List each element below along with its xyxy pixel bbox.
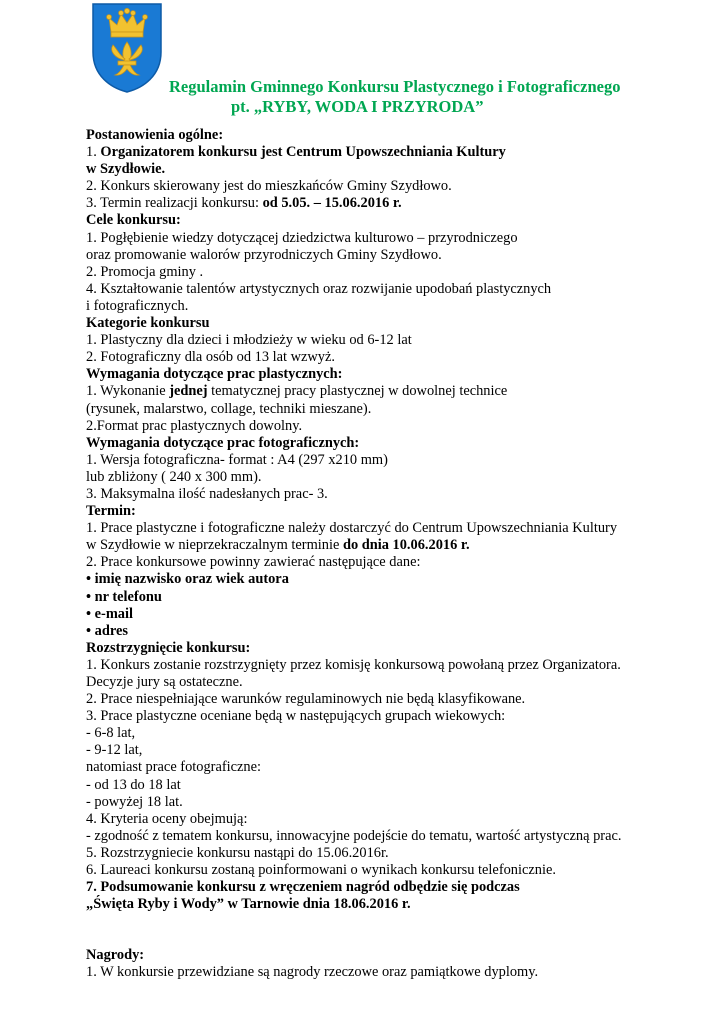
- text-line: [86, 589, 706, 606]
- text-line: [86, 947, 706, 964]
- text: (rysunek, malarstwo, collage, techniki mieszane).: [86, 400, 372, 417]
- text: 3. Maksymalna ilość nadesłanych prac- 3.: [86, 485, 328, 502]
- text-line: [86, 520, 706, 537]
- bold-text: Termin:: [86, 503, 136, 520]
- text-line: [86, 418, 706, 435]
- text-line: [86, 315, 706, 332]
- text: 1. Wersja fotograficzna- format : A4 (297 x210 mm): [86, 451, 388, 468]
- text-line: [86, 777, 706, 794]
- text-line: [86, 281, 706, 298]
- bold-text: do dnia 10.06.2016 r.: [342, 537, 470, 554]
- text-line: [86, 298, 706, 315]
- text-line: [86, 811, 706, 828]
- text-line: [86, 674, 706, 691]
- text-line: [86, 691, 706, 708]
- text-line: [86, 247, 706, 264]
- text: 6. Laureaci konkursu zostaną poinformowani o wynikach konkursu telefonicznie.: [86, 862, 556, 879]
- text: 2. Prace niespełniające warunków regulaminowych nie będą klasyfikowane.: [86, 691, 526, 708]
- text: Decyzje jury są ostateczne.: [86, 674, 243, 690]
- text: 1. Plastyczny dla dzieci i młodzieży w wieku od 6-12 lat: [86, 332, 412, 349]
- text-line: [86, 195, 706, 212]
- text-line: [86, 879, 706, 896]
- text: 1.: [86, 144, 101, 161]
- text-line: [86, 742, 706, 759]
- text-line: [86, 127, 706, 144]
- text: - od 13 do 18 lat: [86, 776, 181, 793]
- text: 2. Konkurs skierowany jest do mieszkańców Gminy Szydłowo.: [86, 178, 452, 195]
- text: 2. Fotograficzny dla osób od 13 lat wzwyż.: [86, 349, 335, 366]
- bold-text: • imię nazwisko oraz wiek autora: [86, 571, 289, 588]
- text-line: [86, 212, 706, 229]
- bold-text: Wymagania dotyczące prac fotograficznych:: [86, 434, 360, 451]
- text: 2. Prace konkursowe powinny zawierać następujące dane:: [86, 554, 421, 571]
- text-line: [86, 964, 706, 981]
- text: 5. Rozstrzygniecie konkursu nastąpi do 15.06.2016r.: [86, 844, 389, 861]
- text-line: [86, 366, 706, 383]
- text-line: [86, 435, 706, 452]
- text-line: [86, 657, 706, 674]
- text-line: [86, 264, 706, 281]
- text: - zgodność z tematem konkursu, innowacyjne podejście do tematu, wartość artystyczną prac.: [86, 827, 622, 844]
- bold-text: • e-mail: [86, 605, 133, 622]
- text: 1. Prace plastyczne i fotograficzne należy dostarczyć do Centrum Upowszechniania Kultury: [86, 520, 618, 537]
- text: 1. Pogłębienie wiedzy dotyczącej dziedzictwa kulturowo – przyrodniczego: [86, 229, 518, 246]
- text: 1. Konkurs zostanie rozstrzygnięty przez komisję konkursową powołaną przez Organizatora.: [86, 656, 621, 673]
- text: 1. Wykonanie: [86, 383, 170, 400]
- text: tematycznej pracy plastycznej w dowolnej technice: [207, 383, 508, 400]
- text-line: [86, 554, 706, 571]
- text-line: [86, 178, 706, 195]
- text-line: [86, 401, 706, 418]
- document-title: Regulamin Gminnego Konkursu Plastycznego i Fotograficznego: [169, 77, 621, 96]
- blank-gap: [86, 913, 706, 947]
- text: 4. Kształtowanie talentów artystycznych oraz rozwijanie upodobań plastycznych: [86, 280, 552, 297]
- bold-text: Rozstrzygnięcie konkursu:: [86, 639, 251, 656]
- text-line: [86, 708, 706, 725]
- text: lub zbliżony ( 240 x 300 mm).: [86, 468, 262, 485]
- bold-text: Cele konkursu:: [86, 212, 181, 229]
- bold-text: od 5.05. – 15.06.2016 r.: [262, 195, 402, 212]
- text: - powyżej 18 lat.: [86, 793, 183, 810]
- text: i fotograficznych.: [86, 297, 189, 314]
- text: 1. W konkursie przewidziane są nagrody rzeczowe oraz pamiątkowe dyplomy.: [86, 964, 539, 981]
- text: - 6-8 lat,: [86, 725, 136, 742]
- text: 3. Prace plastyczne oceniane będą w następujących grupach wiekowych:: [86, 708, 506, 725]
- bold-text: • adres: [86, 622, 128, 639]
- text-line: [86, 161, 706, 178]
- text: natomiast prace fotograficzne:: [86, 759, 261, 776]
- document-subtitle: pt. „RYBY, WODA I PRZYRODA”: [231, 97, 484, 116]
- text-line: [86, 725, 706, 742]
- text-line: [86, 503, 706, 520]
- text-line: [86, 349, 706, 366]
- text-line: [86, 452, 706, 469]
- text-line: [86, 606, 706, 623]
- bold-text: w Szydłowie.: [86, 161, 166, 178]
- text-line: [86, 759, 706, 776]
- regulations-body: [86, 127, 706, 982]
- bold-text: „Święta Ryby i Wody” w Tarnowie dnia 18.06.2016 r.: [86, 896, 411, 913]
- text: 4. Kryteria oceny obejmują:: [86, 810, 248, 827]
- text-line: [86, 640, 706, 657]
- text: oraz promowanie walorów przyrodniczych Gminy Szydłowo.: [86, 246, 442, 263]
- text-line: [86, 332, 706, 349]
- text: 2. Promocja gminy .: [86, 263, 204, 280]
- coat-of-arms-icon: [91, 2, 163, 94]
- text: - 9-12 lat,: [86, 742, 143, 759]
- text-line: [86, 537, 706, 554]
- text: 2.Format prac plastycznych dowolny.: [86, 417, 303, 434]
- bold-text: jednej: [169, 383, 208, 400]
- bold-text: Kategorie konkursu: [86, 315, 210, 332]
- bold-text: Organizatorem konkursu jest Centrum Upowszechniania Kultury: [100, 144, 506, 161]
- text-line: [86, 845, 706, 862]
- text-line: [86, 230, 706, 247]
- bold-text: Postanowienia ogólne:: [86, 127, 224, 143]
- text-line: [86, 623, 706, 640]
- bold-text: 7. Podsumowanie konkursu z wręczeniem nagród odbędzie się podczas: [86, 879, 520, 896]
- bold-text: • nr telefonu: [86, 588, 162, 605]
- text-line: [86, 862, 706, 879]
- text: 3. Termin realizacji konkursu:: [86, 195, 263, 212]
- bold-text: Wymagania dotyczące prac plastycznych:: [86, 366, 343, 383]
- text-line: [86, 571, 706, 588]
- text-line: [86, 469, 706, 486]
- text-line: [86, 383, 706, 400]
- text-line: [86, 794, 706, 811]
- text-line: [86, 828, 706, 845]
- text-line: [86, 144, 706, 161]
- bold-text: Nagrody:: [86, 947, 145, 964]
- text-line: [86, 486, 706, 503]
- text: w Szydłowie w nieprzekraczalnym terminie: [86, 537, 343, 554]
- text-line: [86, 896, 706, 913]
